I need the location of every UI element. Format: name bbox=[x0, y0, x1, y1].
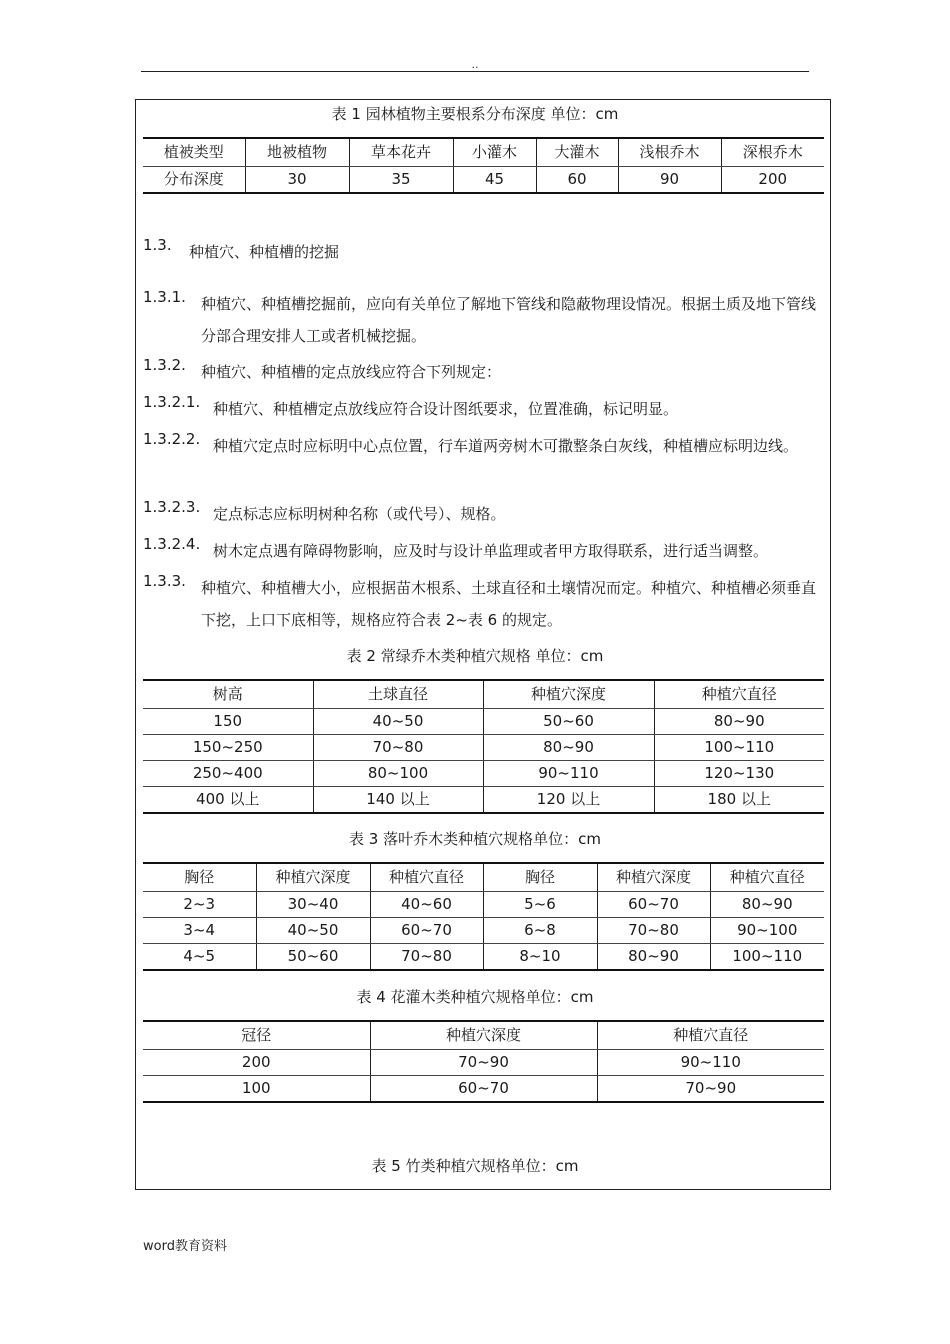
table3-cell: 100~110 bbox=[710, 944, 824, 971]
table-row bbox=[143, 761, 824, 787]
table3-cell: 5~6 bbox=[483, 892, 597, 918]
section-number: 1.3.2.2. bbox=[143, 430, 201, 448]
table2-cell: 90~110 bbox=[483, 761, 654, 787]
table3-cell: 8~10 bbox=[483, 944, 597, 971]
section-text: 种植穴、种植槽大小，应根据苗木根系、土球直径和土壤情况而定。种植穴、种植槽必须垂直下挖，上口下底相等，规格应符合表 2~表 6 的规定。 bbox=[201, 579, 817, 629]
table3-cell: 40~60 bbox=[370, 892, 483, 918]
table3-cell: 3~4 bbox=[143, 918, 256, 944]
table1-header-cell: 草本花卉 bbox=[349, 138, 453, 167]
table3-header-cell: 种植穴直径 bbox=[710, 863, 824, 892]
table1 bbox=[143, 137, 824, 194]
table-row bbox=[143, 918, 824, 944]
table2-cell: 80~90 bbox=[654, 709, 824, 735]
table2-cell: 140 以上 bbox=[313, 787, 483, 814]
section-text: 种植穴、种植槽挖掘前，应向有关单位了解地下管线和隐蔽物理设情况。根据土质及地下管线分部合理安排人工或者机械挖掘。 bbox=[201, 295, 817, 345]
table3-cell: 30~40 bbox=[256, 892, 370, 918]
table2-header-cell: 土球直径 bbox=[313, 680, 483, 709]
header-mark: .. bbox=[471, 58, 479, 71]
section-1-3-2 bbox=[143, 356, 828, 388]
table-row bbox=[143, 787, 824, 814]
table2-cell: 80~90 bbox=[483, 735, 654, 761]
section-1-3-2-2 bbox=[143, 430, 828, 462]
table2-cell: 180 以上 bbox=[654, 787, 824, 814]
section-1-3-2-3 bbox=[143, 498, 828, 530]
table3-cell: 60~70 bbox=[597, 892, 710, 918]
table-row bbox=[143, 735, 824, 761]
section-1-3-1 bbox=[143, 288, 828, 352]
table2-cell: 120 以上 bbox=[483, 787, 654, 814]
table-row bbox=[143, 944, 824, 971]
table2 bbox=[143, 679, 824, 814]
section-1-3-2-1 bbox=[143, 393, 828, 425]
table1-header-cell: 浅根乔木 bbox=[618, 138, 721, 167]
table3-cell: 70~80 bbox=[370, 944, 483, 971]
table4-caption: 表 4 花灌木类种植穴规格单位：cm bbox=[356, 988, 594, 1006]
table2-cell: 100~110 bbox=[654, 735, 824, 761]
table1-header-cell: 小灌木 bbox=[453, 138, 536, 167]
table2-cell: 120~130 bbox=[654, 761, 824, 787]
section-number: 1.3. bbox=[143, 236, 172, 254]
table3-header-cell: 胸径 bbox=[483, 863, 597, 892]
table1-header-row bbox=[143, 138, 824, 167]
table2-cell: 150 bbox=[143, 709, 313, 735]
table5-caption: 表 5 竹类种植穴规格单位：cm bbox=[371, 1157, 579, 1175]
table4-header-cell: 种植穴直径 bbox=[597, 1021, 824, 1050]
table3-cell: 80~90 bbox=[710, 892, 824, 918]
table2-header-row bbox=[143, 680, 824, 709]
section-text: 种植穴定点时应标明中心点位置，行车道两旁树木可撒整条白灰线，种植槽应标明边线。 bbox=[213, 437, 799, 455]
table1-caption: 表 1 园林植物主要根系分布深度 单位：cm bbox=[331, 105, 619, 123]
table3-cell: 6~8 bbox=[483, 918, 597, 944]
table1-cell: 60 bbox=[536, 167, 618, 194]
section-text: 定点标志应标明树种名称（或代号）、规格。 bbox=[213, 505, 506, 523]
table1-cell: 分布深度 bbox=[143, 167, 245, 194]
table1-cell: 45 bbox=[453, 167, 536, 194]
table3-cell: 4~5 bbox=[143, 944, 256, 971]
table3-caption: 表 3 落叶乔木类种植穴规格单位：cm bbox=[349, 830, 601, 848]
table2-cell: 250~400 bbox=[143, 761, 313, 787]
table1-cell: 200 bbox=[721, 167, 824, 194]
table4-header-cell: 种植穴深度 bbox=[370, 1021, 597, 1050]
table4-cell: 100 bbox=[143, 1076, 370, 1103]
section-number: 1.3.2. bbox=[143, 356, 186, 374]
table2-header-cell: 种植穴深度 bbox=[483, 680, 654, 709]
section-text: 种植穴、种植槽的定点放线应符合下列规定： bbox=[201, 363, 502, 381]
table3-header-cell: 胸径 bbox=[143, 863, 256, 892]
section-1-3 bbox=[143, 236, 828, 268]
section-text: 树木定点遇有障碍物影响，应及时与设计单监理或者甲方取得联系，进行适当调整。 bbox=[213, 542, 769, 560]
table-row bbox=[143, 167, 824, 194]
table4-cell: 70~90 bbox=[370, 1050, 597, 1076]
table3 bbox=[143, 862, 824, 971]
table1-cell: 30 bbox=[245, 167, 349, 194]
table4-header-row bbox=[143, 1021, 824, 1050]
table2-cell: 80~100 bbox=[313, 761, 483, 787]
table2-header-cell: 种植穴直径 bbox=[654, 680, 824, 709]
section-text: 种植穴、种植槽定点放线应符合设计图纸要求，位置准确，标记明显。 bbox=[213, 400, 679, 418]
table2-cell: 40~50 bbox=[313, 709, 483, 735]
section-text: 种植穴、种植槽的挖掘 bbox=[189, 243, 340, 261]
table3-header-row bbox=[143, 863, 824, 892]
section-number: 1.3.2.1. bbox=[143, 393, 201, 411]
table1-header-cell: 植被类型 bbox=[143, 138, 245, 167]
table4-cell: 90~110 bbox=[597, 1050, 824, 1076]
table3-cell: 50~60 bbox=[256, 944, 370, 971]
table1-cell: 35 bbox=[349, 167, 453, 194]
table4 bbox=[143, 1020, 824, 1103]
table1-header-cell: 地被植物 bbox=[245, 138, 349, 167]
table4-cell: 70~90 bbox=[597, 1076, 824, 1103]
table4-cell: 200 bbox=[143, 1050, 370, 1076]
table-row bbox=[143, 892, 824, 918]
table1-header-cell: 大灌木 bbox=[536, 138, 618, 167]
table-row bbox=[143, 1050, 824, 1076]
section-number: 1.3.1. bbox=[143, 288, 186, 306]
table3-cell: 60~70 bbox=[370, 918, 483, 944]
table4-header-cell: 冠径 bbox=[143, 1021, 370, 1050]
section-number: 1.3.2.4. bbox=[143, 535, 201, 553]
table-row bbox=[143, 709, 824, 735]
section-number: 1.3.2.3. bbox=[143, 498, 201, 516]
table-row bbox=[143, 1076, 824, 1103]
table3-cell: 40~50 bbox=[256, 918, 370, 944]
table3-cell: 80~90 bbox=[597, 944, 710, 971]
table2-cell: 50~60 bbox=[483, 709, 654, 735]
footer-text: word教育资料 bbox=[143, 1239, 227, 1254]
table3-header-cell: 种植穴深度 bbox=[597, 863, 710, 892]
table2-caption: 表 2 常绿乔木类种植穴规格 单位：cm bbox=[346, 647, 604, 665]
table1-header-cell: 深根乔木 bbox=[721, 138, 824, 167]
table3-header-cell: 种植穴深度 bbox=[256, 863, 370, 892]
table3-cell: 2~3 bbox=[143, 892, 256, 918]
table3-cell: 90~100 bbox=[710, 918, 824, 944]
table1-cell: 90 bbox=[618, 167, 721, 194]
section-1-3-3 bbox=[143, 572, 828, 636]
table3-header-cell: 种植穴直径 bbox=[370, 863, 483, 892]
table2-cell: 70~80 bbox=[313, 735, 483, 761]
header-rule bbox=[141, 71, 809, 72]
section-1-3-2-4 bbox=[143, 535, 828, 567]
section-number: 1.3.3. bbox=[143, 572, 186, 590]
table3-cell: 70~80 bbox=[597, 918, 710, 944]
table2-cell: 400 以上 bbox=[143, 787, 313, 814]
table2-header-cell: 树高 bbox=[143, 680, 313, 709]
table2-cell: 150~250 bbox=[143, 735, 313, 761]
table4-cell: 60~70 bbox=[370, 1076, 597, 1103]
